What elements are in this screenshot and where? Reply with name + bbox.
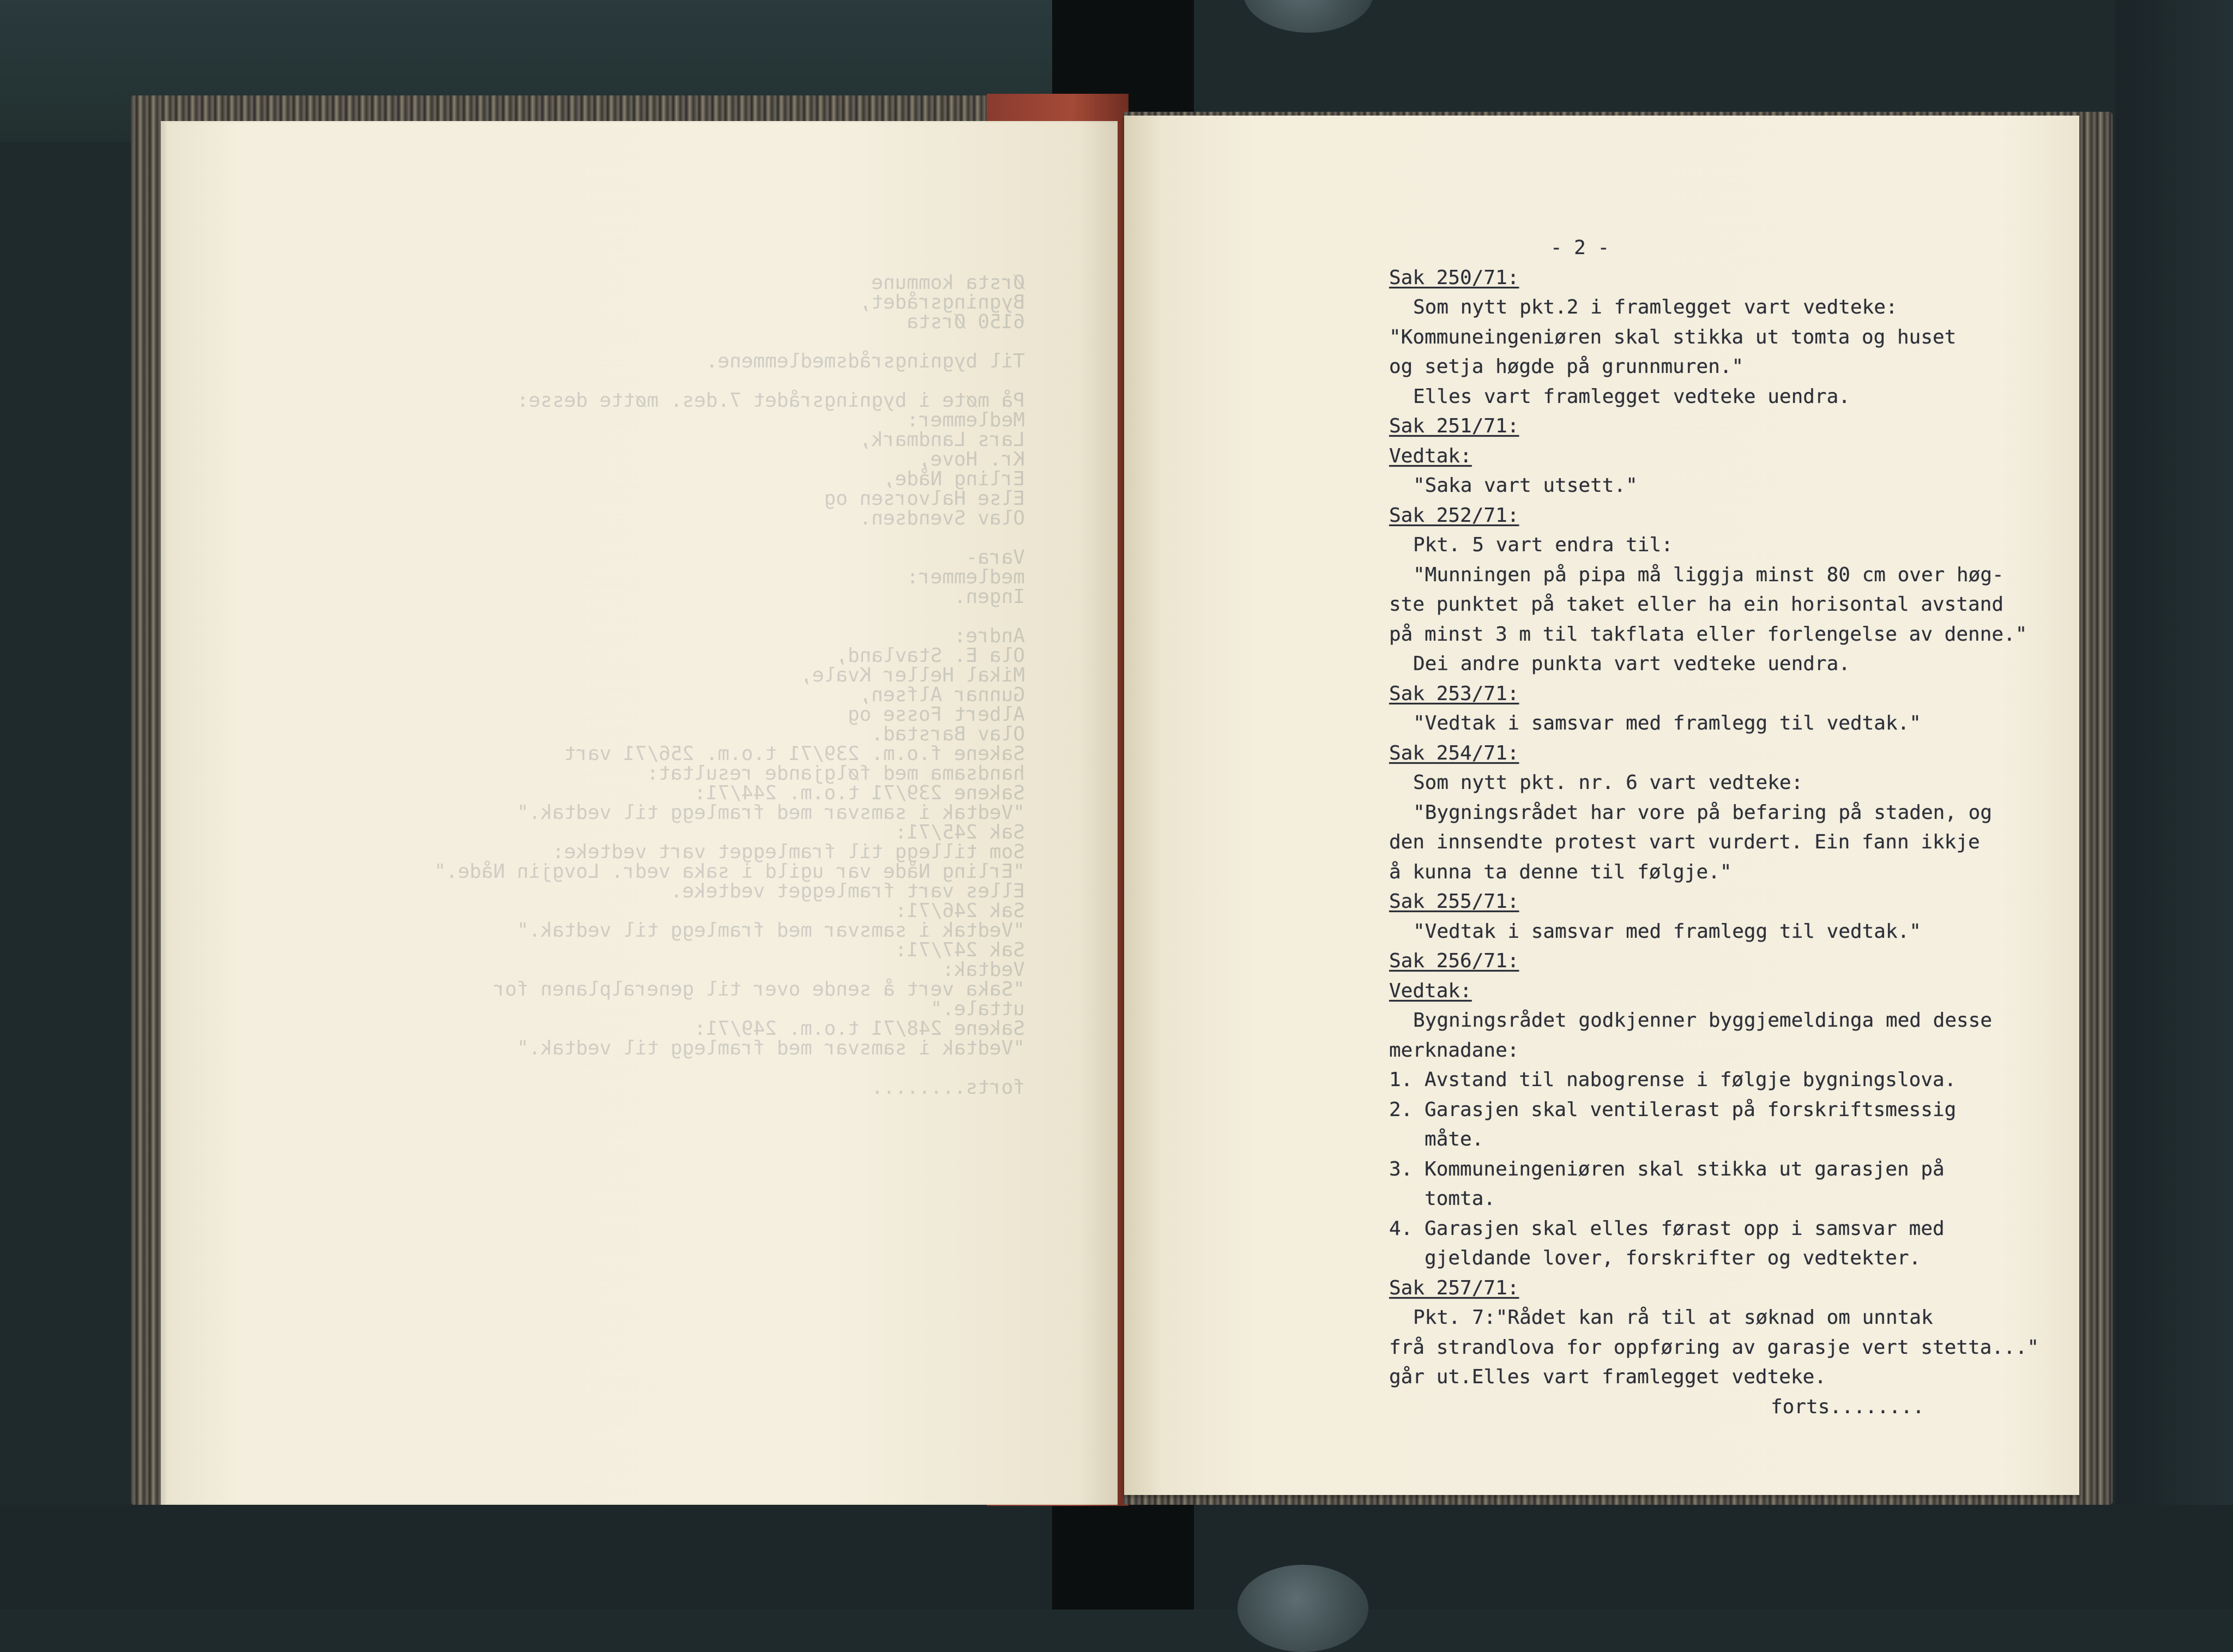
- typed-line: Sak 253/71:: [1389, 682, 1519, 705]
- typed-line: den innsendte protest vart vurdert. Ein fann ikkje: [1389, 831, 1980, 853]
- bleed-line: "Saka vert å sende over til generalplanen for: [493, 978, 1025, 1000]
- bleed-line: Vedtak:: [942, 958, 1025, 981]
- bleed-line: "Erling Nåde var ugild i saka vedr. Lovgjin Nåde.": [434, 860, 1025, 883]
- typed-line: på minst 3 m til takflata eller forlengelse av denne.": [1389, 623, 2027, 646]
- typed-line: Elles vart framlegget vedteke uendra.: [1413, 385, 1850, 408]
- bleed-line: Vara-: [965, 546, 1025, 569]
- typed-line: Sak 252/71:: [1389, 504, 1519, 527]
- bleed-line: "Vedtak i samsvar med framlegg til vedtak.": [517, 919, 1025, 942]
- bleed-through-text: [161, 121, 1118, 1505]
- bleed-line: Bygningsrådet,: [859, 291, 1025, 313]
- typed-text-block: [1389, 233, 2060, 1422]
- typed-line: å kunna ta denne til følgje.": [1389, 860, 1732, 883]
- bleed-line: Som tillegg til framlegget vart vedteke:: [552, 841, 1025, 863]
- typed-line: merknadane:: [1389, 1039, 1519, 1062]
- bleed-line: "Vedtak i samsvar med framlegg til vedtak.": [517, 1037, 1025, 1059]
- typed-line: "Saka vart utsett.": [1413, 474, 1638, 497]
- typed-line: frå strandlova for oppføring av garasje vert stetta...": [1389, 1336, 2039, 1359]
- bleed-line: Sak 247/71:: [895, 939, 1025, 961]
- typed-line: ste punktet på taket eller ha ein horisontal avstand: [1389, 593, 2004, 616]
- bleed-line: Elles vart framlegget vedteke.: [670, 880, 1025, 902]
- bleed-line: Olav Barstad.: [871, 723, 1025, 745]
- bleed-line: Sakene 248/71 t.o.m. 249/71:: [694, 1017, 1025, 1040]
- typed-line: Vedtak:: [1389, 444, 1472, 467]
- bleed-line: Else Halvorsen og: [824, 487, 1025, 510]
- bleed-line: 6150 Ørsta: [907, 311, 1025, 333]
- bleed-line: handsama med følgjande resultat:: [647, 762, 1025, 785]
- bleed-line: [234, 602, 1025, 622]
- bleed-line: Lars Landmark,: [859, 429, 1025, 451]
- typed-line: Vedtak:: [1389, 979, 1472, 1002]
- typed-line: "Vedtak i samsvar med framlegg til vedtak.": [1413, 712, 1921, 734]
- bleed-line: Til bygningsrådsmedlemmene.: [705, 350, 1025, 372]
- typed-line: 2. Garasjen skal ventilerast på forskriftsmessig: [1389, 1098, 1957, 1121]
- typed-line: Sak 254/71:: [1389, 741, 1519, 764]
- typed-line: "Munningen på pipa må liggja minst 80 cm over høg-: [1413, 563, 2004, 586]
- bleed-line: Albert Fosse og: [847, 703, 1025, 726]
- typed-line: Sak 250/71:: [1389, 266, 1519, 289]
- bleed-line: På møte i bygningsrådet 7.des. møtte desse:: [517, 389, 1025, 412]
- typed-line: tomta.: [1389, 1187, 1496, 1210]
- bleed-line: Mikal Heller Kvale,: [800, 664, 1025, 686]
- typed-line: "Vedtak i samsvar med framlegg til vedtak.": [1413, 920, 1921, 943]
- clamp-top: [1243, 0, 1374, 33]
- typed-line: Pkt. 7:"Rådet kan rå til at søknad om unntak: [1413, 1306, 1933, 1329]
- bleed-line: Ola E. Stavland,: [836, 644, 1025, 667]
- bleed-line: Erling Nåde,: [883, 468, 1025, 490]
- bleed-line: Andre:: [953, 625, 1025, 647]
- bleed-line: Gunnar Alfsen,: [859, 684, 1025, 706]
- bleed-line: forts........: [871, 1076, 1025, 1099]
- typed-line: 4. Garasjen skal elles førast opp i samsvar med: [1389, 1217, 1945, 1240]
- background-right: [2115, 0, 2233, 1609]
- clamp-bottom: [1238, 1565, 1368, 1652]
- typed-line: Sak 255/71:: [1389, 890, 1519, 913]
- page-number: - 2 -: [1550, 237, 1610, 259]
- typed-line: 3. Kommuneingeniøren skal stikka ut garasjen på: [1389, 1157, 1945, 1180]
- typed-line: 1. Avstand til nabogrense i følgje bygningslova.: [1389, 1069, 1957, 1091]
- typed-line: Sak 257/71:: [1389, 1276, 1519, 1299]
- typed-line: "Bygningsrådet har vore på befaring på staden, og: [1413, 801, 1993, 824]
- typed-line: gjeldande lover, forskrifter og vedtekter.: [1389, 1247, 1921, 1269]
- typed-line: går ut.Elles vart framlegget vedteke.: [1389, 1366, 1826, 1388]
- left-page: [161, 121, 1118, 1505]
- bleed-line: medlemmer:: [907, 566, 1025, 588]
- bleed-line: Sakene 239/71 t.o.m. 244/71:: [694, 782, 1025, 804]
- typed-line: Bygningsrådet godkjenner byggjemeldinga med desse: [1413, 1009, 1993, 1032]
- bleed-line: Kr. Hove,: [918, 448, 1025, 471]
- bleed-line: Sakene f.o.m. 239/71 t.o.m. 256/71 vart: [564, 743, 1025, 765]
- typed-line: og setja høgde på grunnmuren.": [1389, 355, 1744, 378]
- bleed-line: Sak 246/71:: [895, 900, 1025, 922]
- typed-line: "Kommuneingeniøren skal stikka ut tomta og huset: [1389, 325, 1957, 348]
- typed-line: Dei andre punkta vart vedteke uendra.: [1413, 653, 1850, 675]
- bleed-line: uttale.": [930, 998, 1025, 1020]
- typed-line: Som nytt pkt.2 i framlegget vart vedteke:: [1413, 296, 1898, 318]
- typed-line: Sak 256/71:: [1389, 950, 1519, 972]
- bleed-line: Ørsta kommune: [871, 272, 1025, 294]
- bleed-line: Medlemmer:: [907, 409, 1025, 431]
- bleed-line: Ingen.: [953, 586, 1025, 608]
- typed-line: måte.: [1389, 1128, 1484, 1150]
- typed-line: Som nytt pkt. nr. 6 vart vedteke:: [1413, 771, 1803, 794]
- bleed-line: Olav Svendsen.: [859, 507, 1025, 529]
- bleed-line: "Vedtak i samsvar med framlegg til vedtak.": [517, 801, 1025, 824]
- bleed-line: Sak 245/71:: [895, 821, 1025, 843]
- typed-line: Sak 251/71:: [1389, 415, 1519, 437]
- typed-line: Pkt. 5 vart endra til:: [1413, 534, 1673, 556]
- typed-line: forts........: [1771, 1395, 1924, 1418]
